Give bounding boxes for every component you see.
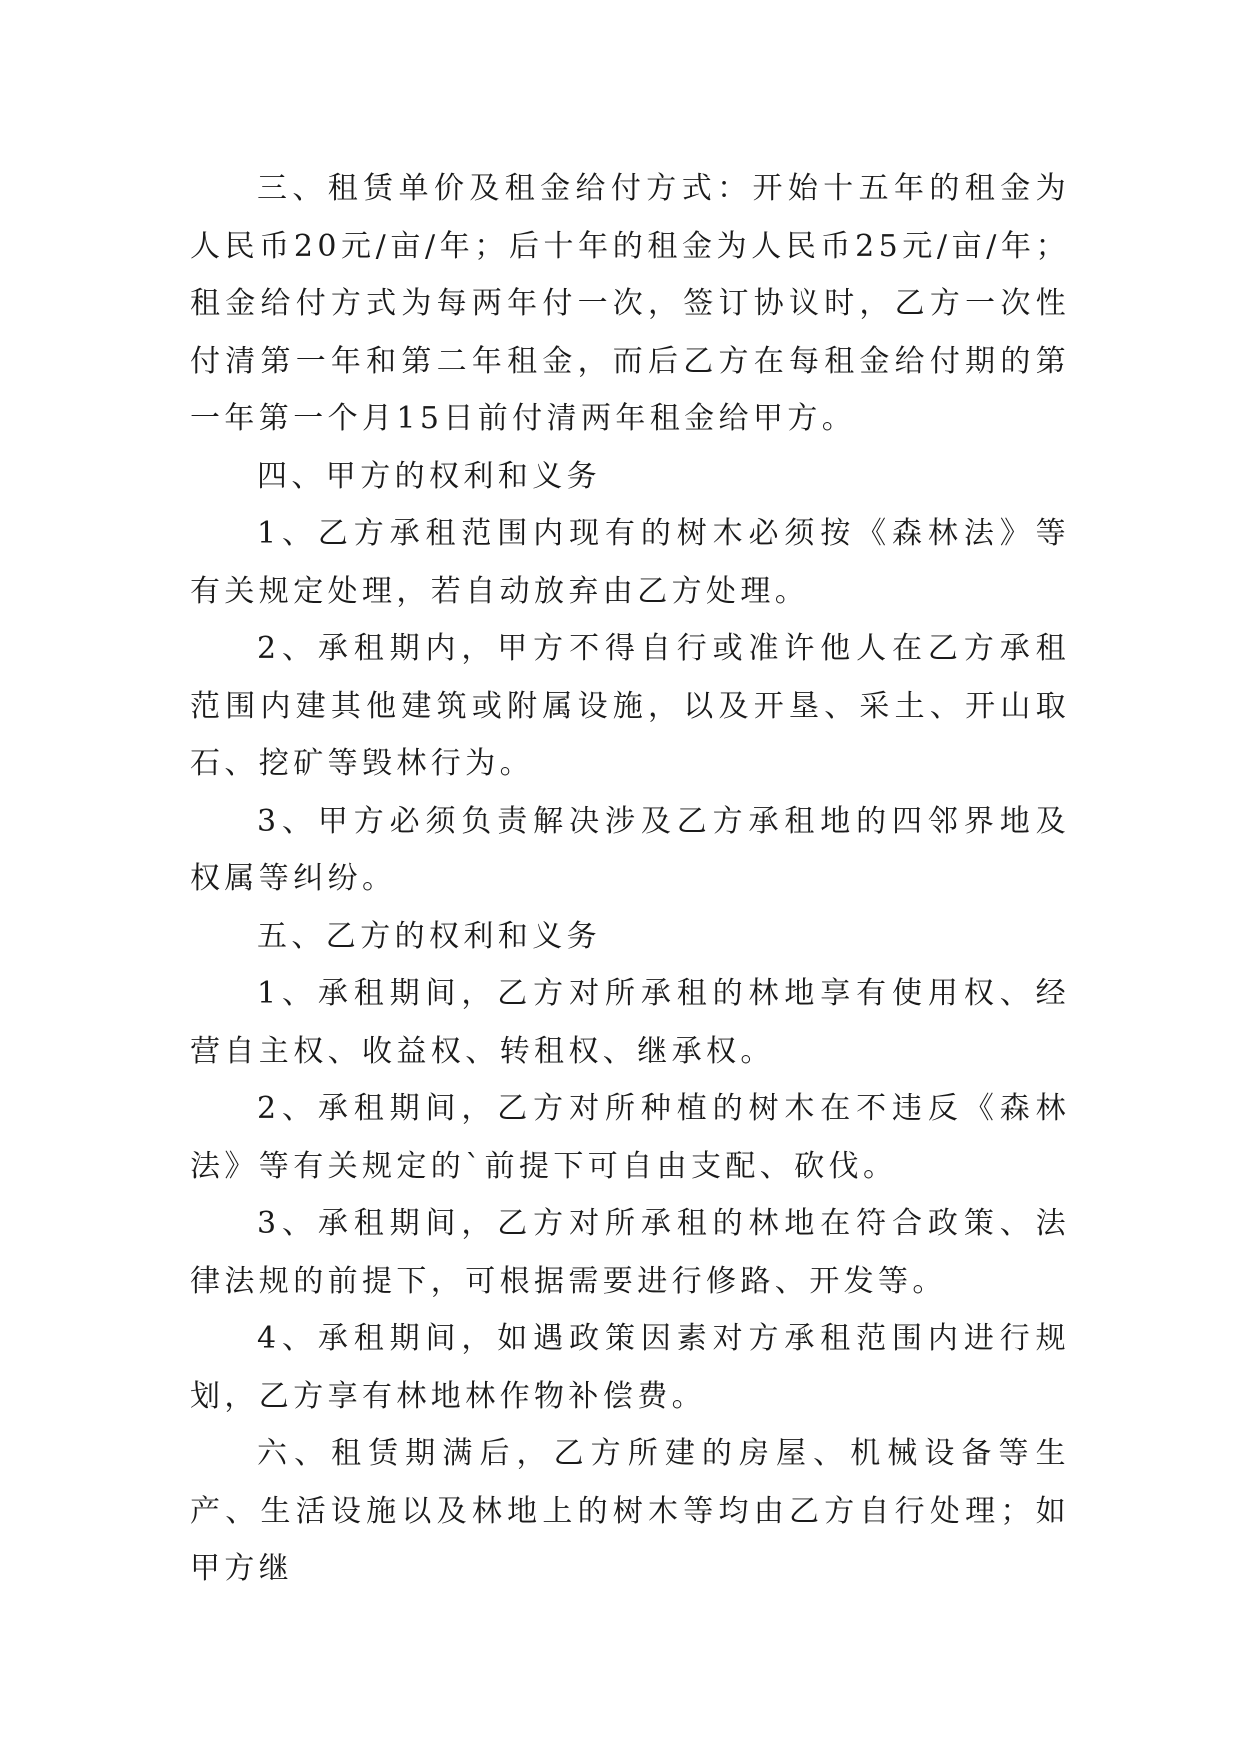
paragraph-party-b-item-2: 2、承租期间，乙方对所种植的树木在不违反《森林法》等有关规定的`前提下可自由支配、砍伐。 — [190, 1091, 1070, 1184]
paragraph-party-b-item-4: 4、承租期间，如遇政策因素对方承租范围内进行规划，乙方享有林地林作物补偿费。 — [190, 1321, 1070, 1414]
paragraph-party-b-item-1: 1、承租期间，乙方对所承租的林地享有使用权、经营自主权、收益权、转租权、继承权。 — [190, 976, 1070, 1069]
paragraph-party-a-item-1: 1、乙方承租范围内现有的树木必须按《森林法》等有关规定处理，若自动放弃由乙方处理。 — [190, 516, 1070, 609]
paragraph-party-a-item-2: 2、承租期内，甲方不得自行或准许他人在乙方承租范围内建其他建筑或附属设施，以及开垦、采土、开山取石、挖矿等毁林行为。 — [190, 631, 1070, 781]
paragraph-rent-price-payment: 三、租赁单价及租金给付方式：开始十五年的租金为人民币20元/亩/年；后十年的租金为人民币25元/亩/年；租金给付方式为每两年付一次，签订协议时，乙方一次性付清第一年和第二年租金，而后乙方在每租金给付期的第一年第一个月15日前付清两年租金给甲方。 — [190, 171, 1070, 436]
paragraph-party-a-item-3: 3、甲方必须负责解决涉及乙方承租地的四邻界地及权属等纠纷。 — [190, 803, 1070, 896]
heading-party-a-rights: 四、甲方的权利和义务 — [257, 458, 601, 494]
paragraph-lease-expiry: 六、租赁期满后，乙方所建的房屋、机械设备等生产、生活设施以及林地上的树木等均由乙方自行处理；如甲方继 — [190, 1436, 1070, 1586]
heading-party-b-rights: 五、乙方的权利和义务 — [257, 918, 601, 954]
paragraph-party-b-item-3: 3、承租期间，乙方对所承租的林地在符合政策、法律法规的前提下，可根据需要进行修路、开发等。 — [190, 1206, 1070, 1299]
document-body — [190, 160, 1070, 1598]
